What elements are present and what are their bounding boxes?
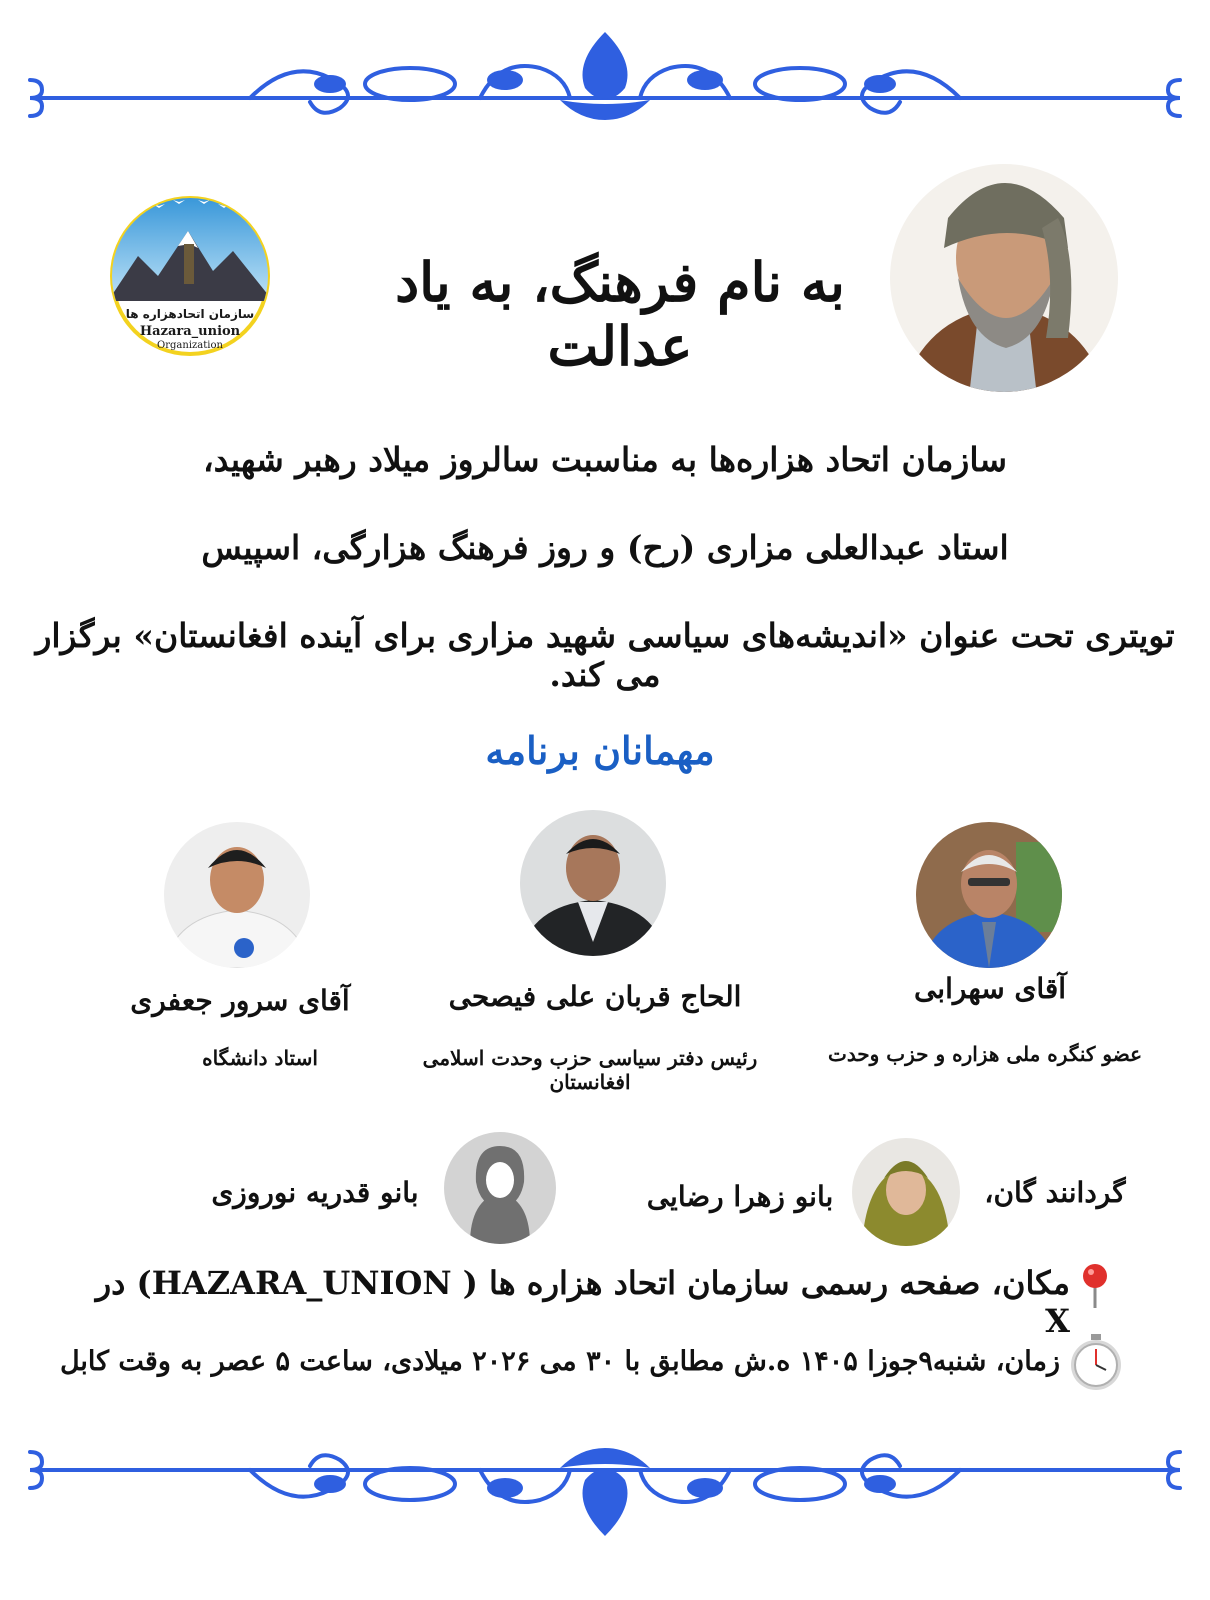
top-ornament-border [0,18,1210,128]
host-1-name: بانو زهرا رضایی [646,1180,834,1213]
guest-2-name: الحاج قربان علی فیصحی [448,980,742,1013]
intro-line-3: تویتری تحت عنوان «اندیشه‌های سیاسی شهید مزاری برای آینده افغانستان» برگزار می کند. [35,616,1175,694]
guests-heading: مهمانان برنامه [485,728,715,773]
logo-text-fa: سازمان اتحادهزاره ها [125,307,255,321]
host-1-photo [852,1138,960,1246]
logo-subtitle-en: Organization [157,340,223,351]
guest-3-photo [164,822,310,968]
time-text: زمان، شنبه۹جوزا ۱۴۰۵ ه.ش مطابق با ۳۰ می ۲۰۲۶ میلادی، ساعت ۵ عصر به وقت کابل [59,1346,1060,1377]
guest-1-photo [916,822,1062,968]
guest-1-role: عضو کنگره ملی هزاره و حزب وحدت [827,1042,1142,1066]
guest-3-name: آقای سرور جعفری [130,984,350,1017]
intro-line-2: استاد عبدالعلی مزاری (رح) و روز فرهنگ هزارگی، اسپیس [201,528,1009,567]
pin-icon [1078,1262,1112,1310]
stopwatch-icon [1066,1332,1126,1392]
page-title: به نام فرهنگ، به یاد عدالت [395,250,845,378]
leader-portrait [888,148,1120,406]
location-text: مکان، صفحه رسمی سازمان اتحاد هزاره ها ( HAZARA_UNION) در X [95,1264,1070,1340]
intro-line-1: سازمان اتحاد هزاره‌ها به مناسبت سالروز میلاد رهبر شهید، [202,440,1008,479]
logo-text-en: Hazara_union [139,324,241,339]
host-2-name: بانو قدریه نوروزی [211,1176,419,1209]
guest-1-name: آقای سهرابی [913,972,1067,1005]
hazara-union-logo [108,186,273,366]
host-2-placeholder-avatar [444,1132,556,1244]
guest-3-role: استاد دانشگاه [202,1046,318,1070]
guest-2-photo [520,810,666,956]
guest-2-role: رئیس دفتر سیاسی حزب وحدت اسلامی افغانستان [422,1046,758,1094]
bottom-ornament-border [0,1440,1210,1550]
hosts-label: گردانند گان، [984,1176,1126,1209]
